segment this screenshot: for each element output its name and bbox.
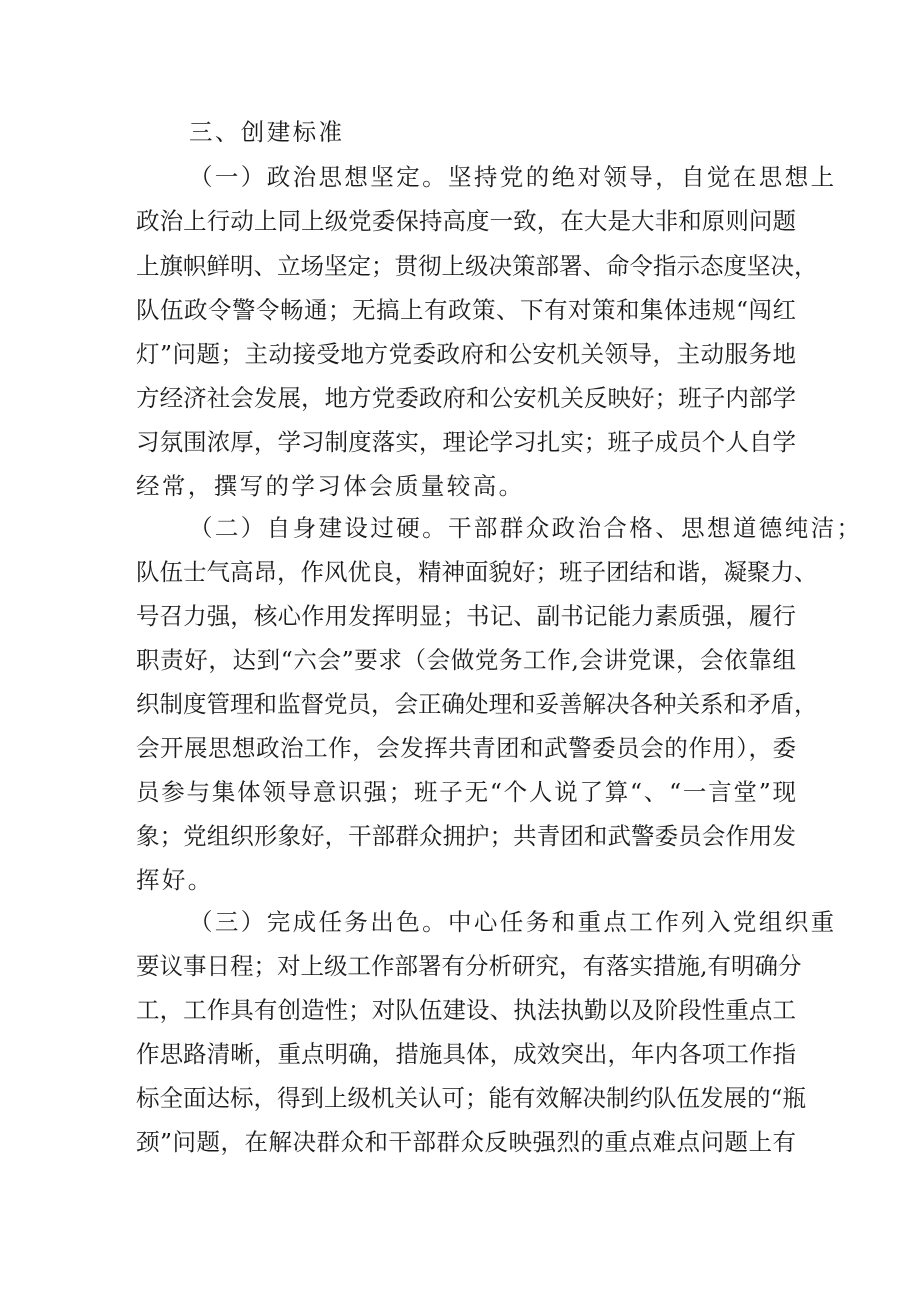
section-heading: 三、创建标准: [189, 118, 345, 146]
paragraph-2-line-6: 会开展思想政治工作，会发挥共青团和武警委员会的作用），委: [136, 734, 796, 762]
paragraph-1-line-4: 队伍政令警令畅通；无搞上有政策、下有对策和集体违规“闯红: [136, 296, 796, 324]
paragraph-2-line-8: 象；党组织形象好，干部群众拥护；共青团和武警委员会作用发: [136, 822, 796, 850]
paragraph-1-line-2: 政治上行动上同上级党委保持高度一致，在大是大非和原则问题: [136, 207, 796, 235]
paragraph-2-line-1: （二）自身建设过硬。干部群众政治合格、思想道德纯洁；: [189, 514, 863, 542]
document-body: [136, 0, 863, 1301]
paragraph-2-line-4: 职责好，达到“六会”要求（会做党务工作,会讲党课，会依靠组: [136, 646, 796, 674]
paragraph-1-line-3: 上旗帜鲜明、立场坚定；贯彻上级决策部署、命令指示态度坚决，: [136, 252, 818, 280]
paragraph-3-line-5: 标全面达标，得到上级机关认可；能有效解决制约队伍发展的“瓶: [136, 1084, 807, 1112]
paragraph-1-line-8: 经常，撰写的学习体会质量较高。: [136, 472, 525, 500]
paragraph-2-line-2: 队伍士气高昂，作风优良，精神面貌好；班子团结和谐，凝聚力、: [136, 558, 818, 586]
paragraph-3-line-2: 要议事日程；对上级工作部署有分析研究，有落实措施,有明确分: [136, 952, 802, 980]
paragraph-1-line-5: 灯”问题；主动接受地方党委政府和公安机关领导，主动服务地: [136, 340, 796, 368]
paragraph-2-line-7: 员参与集体领导意识强；班子无“个人说了算“、“一言堂”现: [136, 778, 796, 806]
paragraph-1-line-7: 习氛围浓厚，学习制度落实，理论学习扎实；班子成员个人自学: [136, 428, 796, 456]
paragraph-3-line-1: （三）完成任务出色。中心任务和重点工作列入党组织重: [189, 908, 837, 936]
paragraph-1-line-1: （一）政治思想坚定。坚持党的绝对领导，自觉在思想上: [189, 163, 837, 191]
paragraph-2-line-9: 挥好。: [136, 866, 214, 894]
paragraph-1-line-6: 方经济社会发展，地方党委政府和公安机关反映好；班子内部学: [136, 384, 796, 412]
paragraph-3-line-4: 作思路清晰，重点明确，措施具体，成效突出，年内各项工作指: [136, 1040, 796, 1068]
paragraph-3-line-6: 颈”问题，在解决群众和干部群众反映强烈的重点难点问题上有: [136, 1128, 796, 1156]
paragraph-2-line-5: 织制度管理和监督党员，会正确处理和妥善解决各种关系和矛盾，: [136, 690, 818, 718]
paragraph-3-line-3: 工，工作具有创造性；对队伍建设、执法执勤以及阶段性重点工: [136, 996, 796, 1024]
paragraph-2-line-3: 号召力强，核心作用发挥明显；书记、副书记能力素质强，履行: [136, 602, 796, 630]
